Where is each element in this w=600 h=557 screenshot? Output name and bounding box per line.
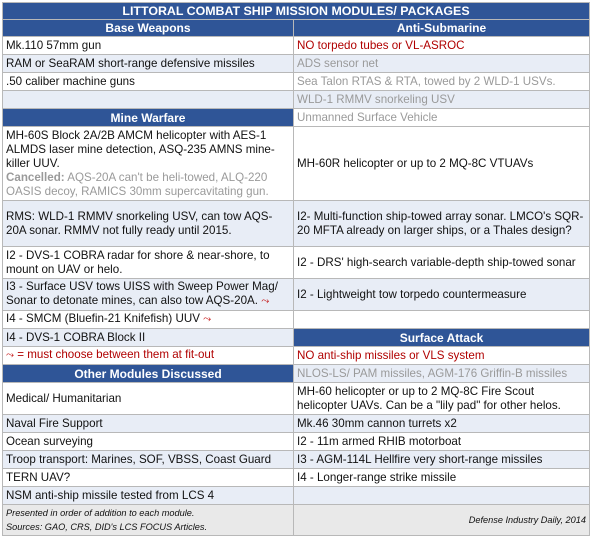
- other-module-item: NSM anti-ship missile tested from LCS 4: [3, 487, 294, 505]
- mine-warfare-item: [3, 127, 294, 201]
- table-row: [3, 73, 590, 91]
- section-mine-warfare: Mine Warfare: [3, 109, 294, 127]
- footer-notes: [3, 505, 294, 536]
- anti-submarine-item: NO torpedo tubes or VL-ASROC: [294, 37, 590, 55]
- mine-warfare-item: I2 - DVS-1 COBRA radar for shore & near-shore, to mount on UAV or helo.: [3, 247, 294, 279]
- squiggle-arrow-icon: ⤳: [261, 296, 270, 307]
- other-module-item: Naval Fire Support: [3, 415, 294, 433]
- table-title-row: [3, 3, 590, 20]
- table-row: [3, 365, 590, 383]
- table-row: [3, 127, 590, 201]
- anti-submarine-item: ADS sensor net: [294, 55, 590, 73]
- footer-row: [3, 505, 590, 536]
- surface-attack-item: I2 - 11m armed RHIB motorboat: [294, 433, 590, 451]
- anti-submarine-item: MH-60R helicopter or up to 2 MQ-8C VTUAVs: [294, 127, 590, 201]
- section-header-row: [3, 20, 590, 37]
- other-module-item: TERN UAV?: [3, 469, 294, 487]
- base-weapons-item: RAM or SeaRAM short-range defensive missiles: [3, 55, 294, 73]
- table-row: [3, 415, 590, 433]
- choice-legend: [3, 347, 294, 365]
- anti-submarine-item: I2- Multi-function ship-towed array sonar. LMCO's SQR-20 MFTA already on larger ships, or a Thales design?: [294, 201, 590, 247]
- mine-warfare-item: [3, 279, 294, 311]
- mine-warfare-item-text: I4 - SMCM (Bluefin-21 Knifefish) UUV: [6, 312, 200, 325]
- anti-submarine-item: Sea Talon RTAS & RTA, towed by 2 WLD-1 USVs.: [294, 73, 590, 91]
- lcs-modules-table: [2, 2, 590, 536]
- base-weapons-item: .50 caliber machine guns: [3, 73, 294, 91]
- table-row: [3, 279, 590, 311]
- anti-submarine-item: I2 - DRS' high-search variable-depth ship-towed sonar: [294, 247, 590, 279]
- base-weapons-item: Mk.110 57mm gun: [3, 37, 294, 55]
- table-row: [3, 451, 590, 469]
- anti-submarine-item: Unmanned Surface Vehicle: [294, 109, 590, 127]
- table-row: [3, 201, 590, 247]
- table-row: [3, 487, 590, 505]
- surface-attack-item: Mk.46 30mm cannon turrets x2: [294, 415, 590, 433]
- footer-note-sources: Sources: GAO, CRS, DID's LCS FOCUS Articles.: [6, 522, 208, 532]
- squiggle-arrow-icon: ⤳: [203, 314, 212, 325]
- mine-warfare-item-text: MH-60S Block 2A/2B AMCM helicopter with AES-1 ALMDS laser mine detection, ASQ-235 AMNS mine-killer UUV.: [6, 128, 275, 170]
- table-row: [3, 383, 590, 415]
- table-title: LITTORAL COMBAT SHIP MISSION MODULES/ PACKAGES: [3, 3, 590, 20]
- table-row: [3, 37, 590, 55]
- mine-warfare-item: RMS: WLD-1 RMMV snorkeling USV, can tow AQS-20A sonar. RMMV not fully ready until 2015.: [3, 201, 294, 247]
- footer-note-order: Presented in order of addition to each module.: [6, 508, 195, 518]
- anti-submarine-item: WLD-1 RMMV snorkeling USV: [294, 91, 590, 109]
- mine-warfare-item-text: I3 - Surface USV tows UISS with Sweep Power Mag/ Sonar to detonate mines, can also tow AQS-20A.: [6, 280, 278, 307]
- mine-warfare-item: [3, 311, 294, 329]
- cancelled-text: AQS-20A can't be heli-towed, ALQ-220 OASIS decoy, RAMICS 30mm supercavitating gun.: [6, 170, 269, 198]
- table-row: [3, 469, 590, 487]
- empty-cell: [294, 487, 590, 505]
- other-module-item: Medical/ Humanitarian: [3, 383, 294, 415]
- surface-attack-item: I4 - Longer-range strike missile: [294, 469, 590, 487]
- table-row: [3, 311, 590, 329]
- table-row: [3, 433, 590, 451]
- section-other-modules: Other Modules Discussed: [3, 365, 294, 383]
- cancelled-label: Cancelled:: [6, 170, 65, 184]
- anti-submarine-item: I2 - Lightweight tow torpedo countermeasure: [294, 279, 590, 311]
- mine-warfare-item: I4 - DVS-1 COBRA Block II: [3, 329, 294, 347]
- footer-credit: Defense Industry Daily, 2014: [294, 505, 590, 536]
- table-row: [3, 329, 590, 347]
- table-row: [3, 91, 590, 109]
- table-row: [3, 347, 590, 365]
- surface-attack-item: MH-60 helicopter or up to 2 MQ-8C Fire Scout helicopter UAVs. Can be a "lily pad" for other helos.: [294, 383, 590, 415]
- empty-cell: [3, 91, 294, 109]
- section-anti-submarine: Anti-Submarine: [294, 20, 590, 37]
- surface-attack-item: NO anti-ship missiles or VLS system: [294, 347, 590, 365]
- empty-cell: [294, 311, 590, 329]
- surface-attack-item: NLOS-LS/ PAM missiles, AGM-176 Griffin-B missiles: [294, 365, 590, 383]
- other-module-item: Troop transport: Marines, SOF, VBSS, Coast Guard: [3, 451, 294, 469]
- table-row: [3, 109, 590, 127]
- lcs-modules-table-container: [2, 2, 589, 536]
- squiggle-arrow-icon: ⤳: [6, 350, 14, 361]
- section-surface-attack: Surface Attack: [294, 329, 590, 347]
- section-base-weapons: Base Weapons: [3, 20, 294, 37]
- table-row: [3, 55, 590, 73]
- other-module-item: Ocean surveying: [3, 433, 294, 451]
- surface-attack-item: I3 - AGM-114L Hellfire very short-range missiles: [294, 451, 590, 469]
- table-row: [3, 247, 590, 279]
- choice-legend-text: = must choose between them at fit-out: [14, 348, 215, 361]
